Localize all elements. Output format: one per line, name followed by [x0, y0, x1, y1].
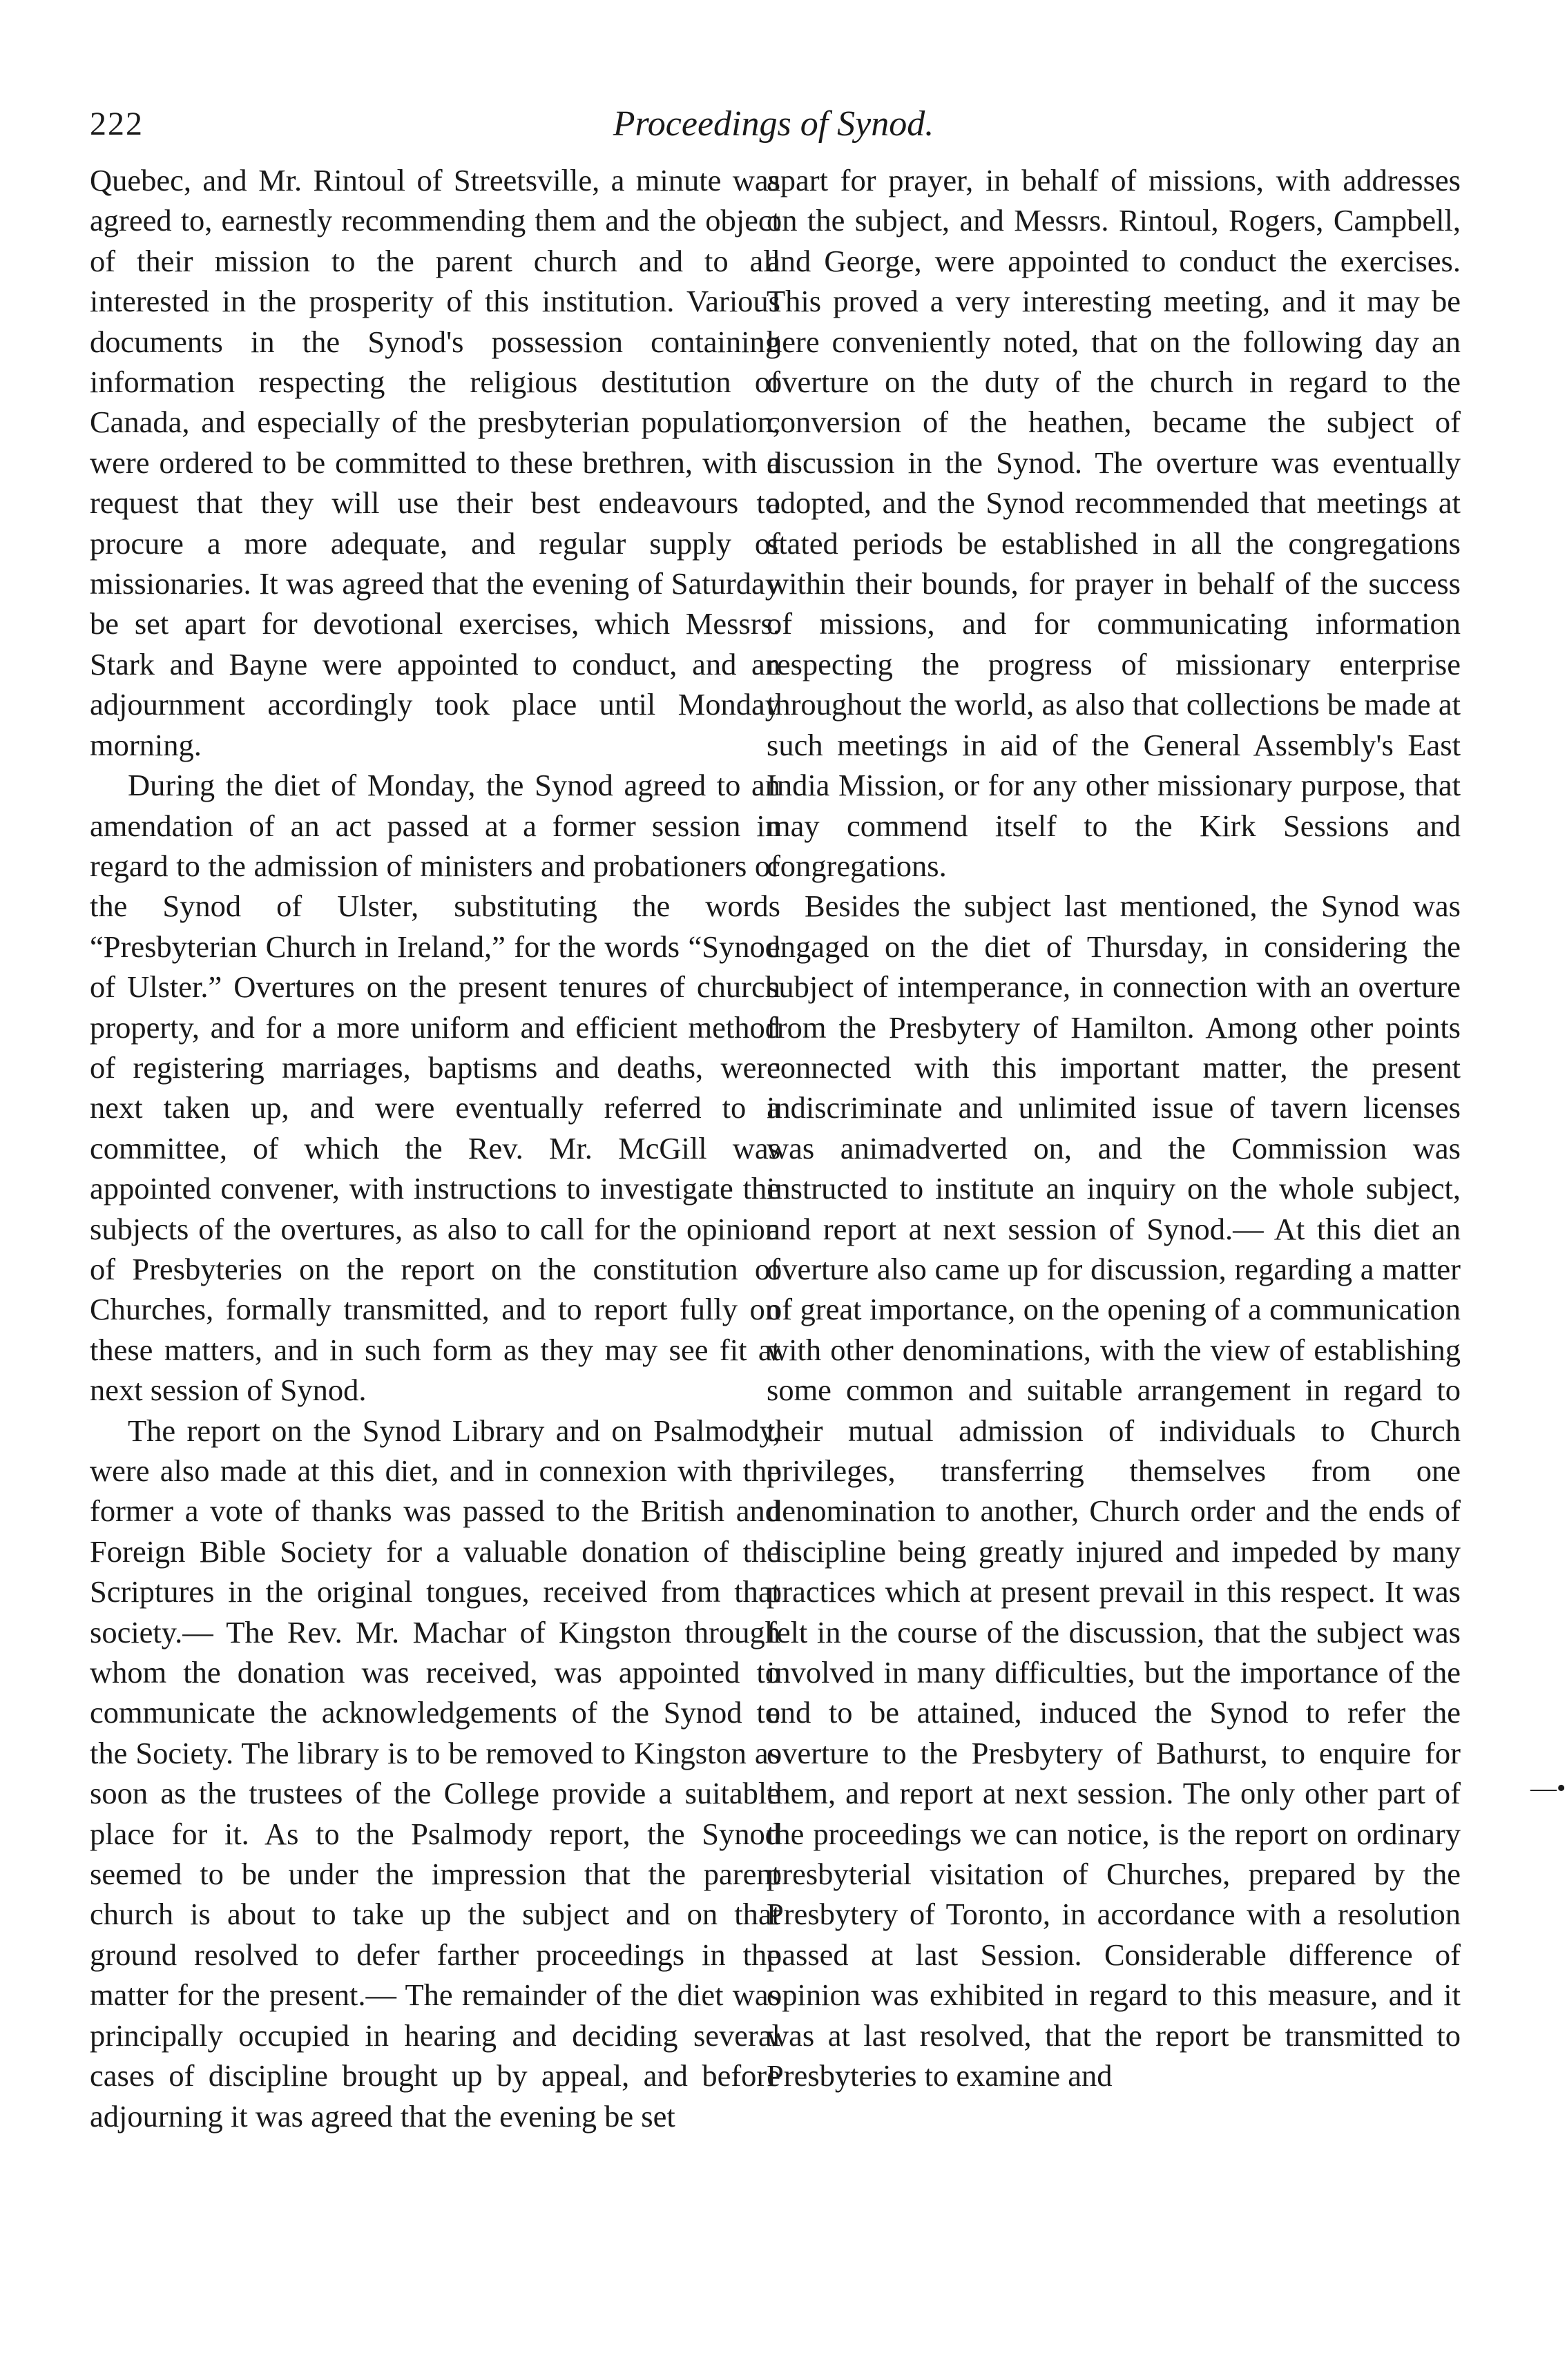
left-paragraph-2: During the diet of Monday, the Synod agreed to an amendation of an act passed at a former session in regard to the admission of ministers and probationers of the Synod of Ulster, substituting the words “Presbyterian Church in Ireland,” for the words “Synod of Ulster.” Overtures on the present tenures of church property, and for a more uniform and efficient method of registering marriages, baptisms and deaths, were next taken up, and were eventually referred to a committee, of which the Rev. Mr. McGill was appointed convener, with instructions to investigate the subjects of the overtures, as also to call for the opinion of Presbyteries on the report on the constitution of Churches, formally transmitted, and to report fully on these matters, and in such form as they may see fit at next session of Synod.: [90, 768, 780, 1408]
right-paragraph-1: apart for prayer, in behalf of missions, with addresses on the subject, and Messrs. Rintoul, Rogers, Campbell, and George, were appointed to conduct the exercises. This proved a very interesting meeting, and it may be here conveniently noted, that on the following day an overture on the duty of the church in regard to the conversion of the heathen, became the subject of discussion in the Synod. The overture was eventually adopted, and the Synod recommended that meetings at stated periods be established in all the congregations within their bounds, for prayer in behalf of the success of missions, and for communicating information respecting the progress of missionary enterprise throughout the world, as also that collections be made at such meetings in aid of the General Assembly's East India Mission, or for any other missionary purpose, that may commend itself to the Kirk Sessions and congregations.: [767, 163, 1461, 883]
left-column: [90, 160, 780, 2136]
right-paragraph-2: Besides the subject last mentioned, the Synod was engaged on the diet of Thursday, in considering the subject of intemperance, in connection with an overture from the Presbytery of Hamilton. Among other points connected with this important matter, the present indiscriminate and unlimited issue of tavern licenses was animadverted on, and the Commission was instructed to institute an inquiry on the whole subject, and report at next session of Synod.— At this diet an overture also came up for discussion, regarding a matter of great importance, on the opening of a communication with other denominations, with the view of establishing some common and suitable arrangement in regard to their mutual admission of individuals to Church privileges, transferring themselves from one denomination to another, Church order and the ends of discipline being greatly injured and impeded by many practices which at present prevail in this respect. It was felt in the course of the discussion, that the subject was involved in many difficulties, but the importance of the end to be attained, induced the Synod to refer the overture to the Presbytery of Bathurst, to enquire for them, and report at next session. The only other part of the proceedings we can notice, is the report on ordinary presbyterial visitation of Churches, prepared by the Presbytery of Toronto, in accordance with a resolution passed at last Session. Considerable difference of opinion was exhibited in regard to this measure, and it was at last resolved, that the report be transmitted to Presbyteries to examine and: [767, 889, 1461, 2093]
page-title: Proceedings of Synod.: [613, 104, 934, 144]
left-paragraph-1: Quebec, and Mr. Rintoul of Streetsville, a minute was agreed to, earnestly recommending them and the object of their mission to the parent church and to all interested in the prosperity of this institution. Various documents in the Synod's possession containing information respecting the religious destitution of Canada, and especially of the presbyterian population, were ordered to be committed to these brethren, with a request that they will use their best endeavours to procure a more adequate, and regular supply of missionaries. It was agreed that the evening of Saturday be set apart for devotional exercises, which Messrs. Stark and Bayne were appointed to conduct, and an adjournment accordingly took place until Monday morning.: [90, 163, 780, 762]
margin-mark: —•: [1530, 1774, 1566, 1803]
right-column: [767, 160, 1461, 2096]
running-head: [90, 104, 1457, 152]
left-paragraph-3: The report on the Synod Library and on Psalmody, were also made at this diet, and in connexion with the former a vote of thanks was passed to the British and Foreign Bible Society for a valuable donation of the Scriptures in the original tongues, received from that society.— The Rev. Mr. Machar of Kingston through whom the donation was received, was appointed to communicate the acknowledgements of the Synod to the Society. The library is to be removed to Kingston as soon as the trustees of the College provide a suitable place for it. As to the Psalmody report, the Synod seemed to be under the impression that the parent church is about to take up the subject and on that ground resolved to defer farther proceedings in the matter for the present.— The remainder of the diet was principally occupied in hearing and deciding several cases of discipline brought up by appeal, and before adjourning it was agreed that the evening be set: [90, 1413, 780, 2134]
page-number: 222: [90, 106, 144, 142]
